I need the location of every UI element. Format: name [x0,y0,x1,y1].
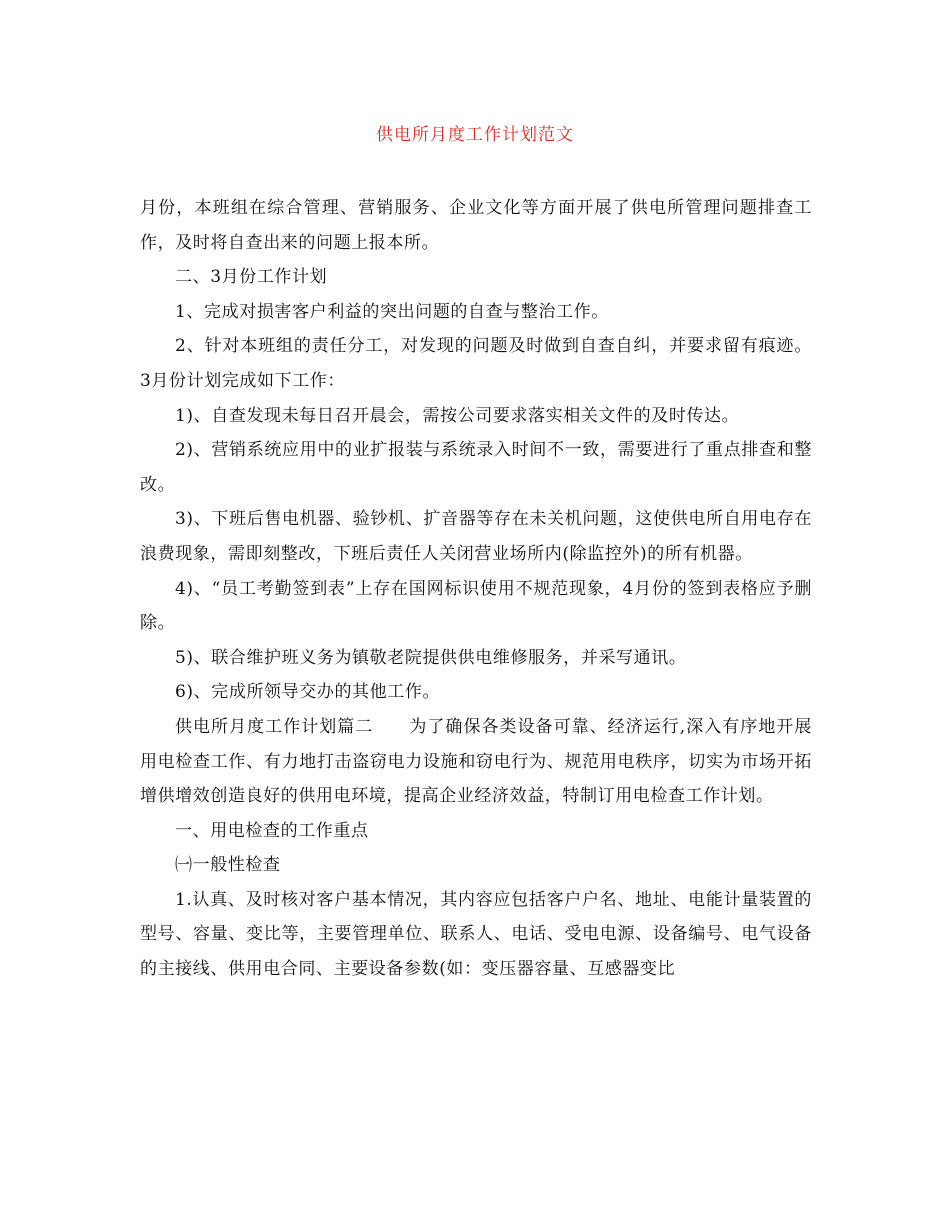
list-item: 1)、自查发现未每日召开晨会，需按公司要求落实相关文件的及时传达。 [175,405,740,426]
section-heading: 一、用电检查的工作重点 [175,820,369,841]
paragraph: 1、完成对损害客户利益的突出问题的自查与整治工作。 [175,301,609,322]
paragraph: 供电所月度工作计划篇二 为了确保各类设备可靠、经济运行,深入有序地开展用电检查工作、有力地打击盗窃电力设施和窃电行为、规范用电秩序，切实为市场开拓增供增效创造良好的供用电环境，提高企业经济效益，特制订用电检查工作计划。 [140,716,812,807]
list-item: 6)、完成所领导交办的其他工作。 [175,682,441,703]
document-body [140,191,812,987]
list-item: 2)、营销系统应用中的业扩报装与系统录入时间不一致，需要进行了重点排查和整改。 [140,440,812,495]
list-item: 5)、联合维护班义务为镇敬老院提供供电维修服务，并采写通讯。 [175,647,687,668]
paragraph: 2、针对本班组的责任分工，对发现的问题及时做到自查自纠，并要求留有痕迹。3月份计划完成如下工作： [140,336,812,391]
document-title: 供电所月度工作计划范文 [376,125,574,145]
section-heading: 二、3月份工作计划 [175,267,328,288]
list-item: 3)、下班后售电机器、验钞机、扩音器等存在未关机问题，这使供电所自用电存在浪费现象，需即刻整改，下班后责任人关闭营业场所内(除监控外)的所有机器。 [140,509,812,564]
paragraph: 1.认真、及时核对客户基本情况，其内容应包括客户户名、地址、电能计量装置的型号、容量、变比等，主要管理单位、联系人、电话、受电电源、设备编号、电气设备的主接线、供用电合同、主要设备参数(如：变压器容量、互感器变比 [140,889,812,980]
subsection-heading: ㈠一般性检查 [175,855,281,876]
paragraph: 月份，本班组在综合管理、营销服务、企业文化等方面开展了供电所管理问题排查工作，及时将自查出来的问题上报本所。 [140,198,812,253]
list-item: 4)、“员工考勤签到表”上存在国网标识使用不规范现象，4月份的签到表格应予删除。 [140,578,812,634]
